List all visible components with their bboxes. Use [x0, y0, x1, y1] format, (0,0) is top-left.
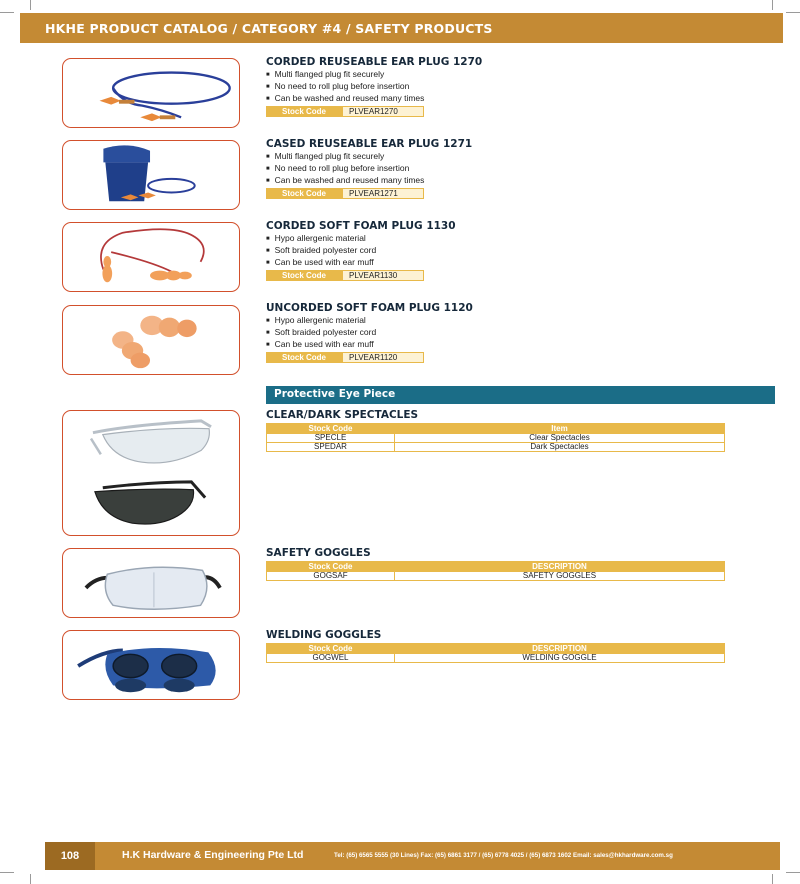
stock-code-label: Stock Code	[266, 352, 342, 363]
table-title: CLEAR/DARK SPECTACLES	[266, 409, 419, 421]
crop-mark	[30, 874, 31, 884]
feature-item: ■ Can be used with ear muff	[266, 258, 666, 270]
table-row	[267, 572, 725, 581]
product-image-cased-reusable-ear-plug	[62, 140, 240, 210]
feature-list	[266, 234, 666, 269]
product-image-spectacles	[62, 410, 240, 536]
page-number: 108	[45, 842, 95, 870]
column-header: Stock Code	[267, 424, 395, 434]
stock-code-row	[266, 106, 666, 117]
table-cell: SPECLE	[267, 434, 395, 443]
section-title: Protective Eye Piece	[274, 388, 396, 400]
stock-code-label: Stock Code	[266, 106, 342, 117]
product-cased-reusable-ear-plug	[266, 138, 666, 199]
column-header: DESCRIPTION	[395, 562, 725, 572]
table-header-row	[267, 644, 725, 654]
table-title: WELDING GOGGLES	[266, 629, 382, 641]
welding-goggles-table	[266, 643, 725, 663]
crop-mark	[786, 872, 800, 873]
table-header-row	[267, 424, 725, 434]
feature-item: ■ Can be washed and reused many times	[266, 176, 666, 188]
product-title: CASED REUSEABLE EAR PLUG 1271	[266, 138, 473, 150]
product-image-uncorded-foam-plug	[62, 305, 240, 375]
page-header	[20, 13, 783, 43]
table-header-row	[267, 562, 725, 572]
feature-item: ■ Hypo allergenic material	[266, 234, 666, 246]
stock-code-value: PLVEAR1120	[342, 352, 424, 363]
product-uncorded-foam-plug	[266, 302, 666, 363]
safety-goggles-table	[266, 561, 725, 581]
feature-list	[266, 70, 666, 105]
stock-code-row	[266, 352, 666, 363]
product-image-safety-goggles	[62, 548, 240, 618]
table-cell: WELDING GOGGLE	[395, 654, 725, 663]
column-header: Item	[395, 424, 725, 434]
feature-item: ■ No need to roll plug before insertion	[266, 164, 666, 176]
table-row	[267, 443, 725, 452]
product-image-welding-goggles	[62, 630, 240, 700]
table-cell: SAFETY GOGGLES	[395, 572, 725, 581]
column-header: Stock Code	[267, 644, 395, 654]
table-title: SAFETY GOGGLES	[266, 547, 371, 559]
stock-code-row	[266, 270, 666, 281]
crop-mark	[0, 12, 14, 13]
contact-details: Tel: (65) 6565 5555 (30 Lines) Fax: (65) 6861 3177 / (65) 6778 4025 / (65) 6873 1602 Email: sales@hkhardware.com.sg	[334, 852, 673, 859]
table-row	[267, 654, 725, 663]
product-title: CORDED SOFT FOAM PLUG 1130	[266, 220, 456, 232]
page-footer	[45, 842, 780, 870]
stock-code-value: PLVEAR1270	[342, 106, 424, 117]
feature-list	[266, 316, 666, 351]
product-corded-reusable-ear-plug	[266, 56, 666, 117]
table-cell: Clear Spectacles	[395, 434, 725, 443]
stock-code-label: Stock Code	[266, 188, 342, 199]
feature-item: ■ Can be used with ear muff	[266, 340, 666, 352]
feature-item: ■ Soft braided polyester cord	[266, 246, 666, 258]
company-name: H.K Hardware & Engineering Pte Ltd	[122, 849, 304, 861]
feature-item: ■ Can be washed and reused many times	[266, 94, 666, 106]
product-corded-foam-plug	[266, 220, 666, 281]
product-image-corded-reusable-ear-plug	[62, 58, 240, 128]
section-header-eye-protection	[266, 386, 775, 404]
crop-mark	[0, 872, 14, 873]
table-cell: Dark Spectacles	[395, 443, 725, 452]
stock-code-label: Stock Code	[266, 270, 342, 281]
crop-mark	[786, 12, 800, 13]
feature-item: ■ Hypo allergenic material	[266, 316, 666, 328]
table-cell: SPEDAR	[267, 443, 395, 452]
crop-mark	[772, 0, 773, 10]
feature-item: ■ Soft braided polyester cord	[266, 328, 666, 340]
crop-mark	[30, 0, 31, 10]
spectacles-table	[266, 423, 725, 452]
stock-code-value: PLVEAR1130	[342, 270, 424, 281]
crop-mark	[772, 874, 773, 884]
feature-item: ■ No need to roll plug before insertion	[266, 82, 666, 94]
stock-code-value: PLVEAR1271	[342, 188, 424, 199]
product-title: UNCORDED SOFT FOAM PLUG 1120	[266, 302, 473, 314]
page-title: HKHE PRODUCT CATALOG / CATEGORY #4 / SAFETY PRODUCTS	[45, 21, 493, 36]
feature-list	[266, 152, 666, 187]
product-image-corded-foam-plug	[62, 222, 240, 292]
table-cell: GOGWEL	[267, 654, 395, 663]
product-title: CORDED REUSEABLE EAR PLUG 1270	[266, 56, 483, 68]
stock-code-row	[266, 188, 666, 199]
column-header: Stock Code	[267, 562, 395, 572]
feature-item: ■ Multi flanged plug fit securely	[266, 152, 666, 164]
column-header: DESCRIPTION	[395, 644, 725, 654]
feature-item: ■ Multi flanged plug fit securely	[266, 70, 666, 82]
table-cell: GOGSAF	[267, 572, 395, 581]
